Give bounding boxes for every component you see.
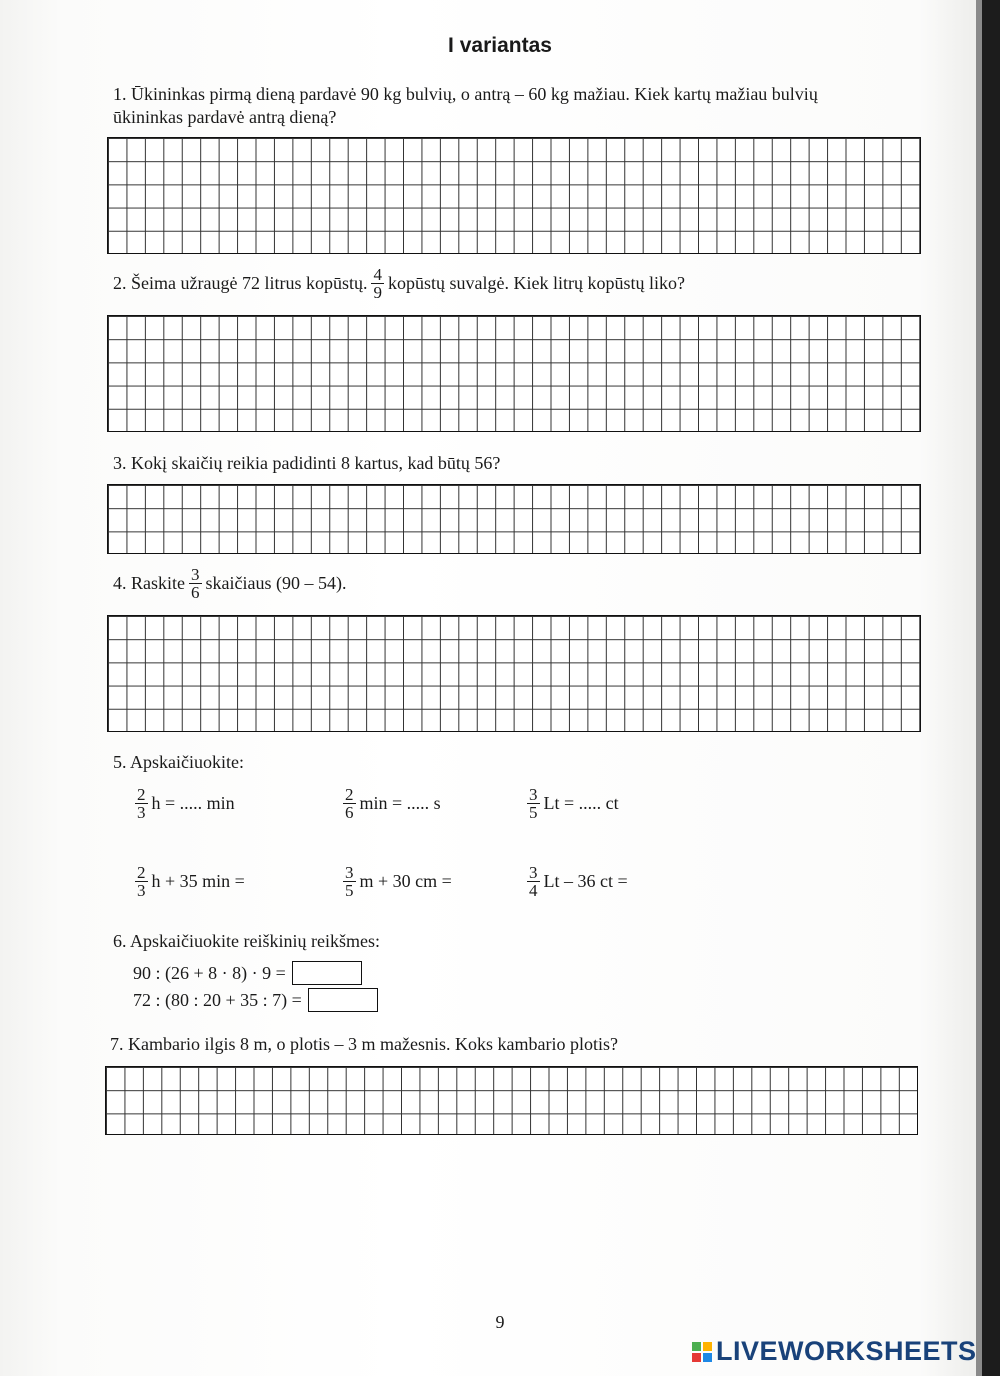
question-6: 6. Apskaičiuokite reiškinių reikšmes: <box>113 931 380 951</box>
question-2-text-before: 2. Šeima užraugė 72 litrus kopūstų. <box>113 273 368 293</box>
fraction-denominator: 9 <box>373 283 382 302</box>
fraction-numerator: 2 <box>137 785 146 804</box>
fraction-4-9 <box>371 266 384 301</box>
conversion-text[interactable]: min = ..... s <box>359 793 441 813</box>
fraction <box>343 786 356 821</box>
answer-grid-1[interactable] <box>107 137 921 254</box>
fraction-numerator: 2 <box>137 863 146 882</box>
expression-1-text: 90 : (26 + 8 · 8) · 9 = <box>133 962 286 983</box>
expression-2-text: 72 : (80 : 20 + 35 : 7) = <box>133 989 302 1010</box>
expression-2 <box>133 988 378 1012</box>
logo-square <box>692 1353 701 1362</box>
conversion-item-5 <box>339 864 452 899</box>
question-1-line-1: 1. Ūkininkas pirmą dieną pardavė 90 kg bulvių, o antrą – 60 kg mažiau. Kiek kartų mažiau bulvių <box>113 84 818 104</box>
question-5: 5. Apskaičiuokite: <box>113 752 244 772</box>
answer-grid-2[interactable] <box>107 315 921 432</box>
question-1 <box>113 83 818 129</box>
conversion-item-6 <box>523 864 628 899</box>
logo-square <box>692 1342 701 1351</box>
question-3: 3. Kokį skaičių reikia padidinti 8 kartus, kad būtų 56? <box>113 453 501 473</box>
conversion-text[interactable]: m + 30 cm = <box>359 871 452 891</box>
fraction <box>135 864 148 899</box>
fraction-numerator: 3 <box>191 565 200 584</box>
fraction-numerator: 2 <box>345 785 354 804</box>
question-7: 7. Kambario ilgis 8 m, o plotis – 3 m mažesnis. Koks kambario plotis? <box>110 1034 618 1054</box>
fraction-numerator: 4 <box>373 265 382 284</box>
expression-1-answer-box[interactable] <box>292 961 362 985</box>
fraction <box>135 786 148 821</box>
answer-grid-3[interactable] <box>107 484 921 554</box>
page-number: 9 <box>495 1312 505 1332</box>
fraction-denominator: 5 <box>529 803 538 822</box>
fraction-3-6 <box>189 566 202 601</box>
conversion-text[interactable]: h + 35 min = <box>151 871 245 891</box>
fraction-denominator: 3 <box>137 803 146 822</box>
fraction <box>527 786 540 821</box>
fraction <box>343 864 356 899</box>
question-4-text-before: 4. Raskite <box>113 573 185 593</box>
fraction-numerator: 3 <box>345 863 354 882</box>
conversion-text[interactable]: Lt = ..... ct <box>543 793 619 813</box>
conversion-item-3 <box>523 786 619 821</box>
expression-1 <box>133 961 362 985</box>
page-title: I variantas <box>448 34 552 57</box>
conversion-text[interactable]: Lt – 36 ct = <box>543 871 628 891</box>
fraction-denominator: 5 <box>345 881 354 900</box>
question-1-line-2: ūkininkas pardavė antrą dieną? <box>113 107 337 127</box>
question-2 <box>113 266 685 301</box>
question-2-text-after: kopūstų suvalgė. Kiek litrų kopūstų liko? <box>387 273 685 293</box>
fraction-denominator: 6 <box>191 583 200 602</box>
fraction-denominator: 6 <box>345 803 354 822</box>
liveworksheets-logo <box>692 1336 977 1367</box>
scan-edge <box>982 0 1000 1376</box>
question-4 <box>113 566 346 601</box>
expression-2-answer-box[interactable] <box>308 988 378 1012</box>
fraction-numerator: 3 <box>529 863 538 882</box>
answer-grid-4[interactable] <box>107 615 921 732</box>
conversion-item-2 <box>339 786 441 821</box>
fraction <box>527 864 540 899</box>
logo-text: LIVEWORKSHEETS <box>716 1336 977 1366</box>
fraction-denominator: 3 <box>137 881 146 900</box>
fraction-numerator: 3 <box>529 785 538 804</box>
logo-icon <box>692 1342 712 1362</box>
question-4-text-after: skaičiaus (90 – 54). <box>205 573 347 593</box>
logo-square <box>703 1353 712 1362</box>
answer-grid-7[interactable] <box>105 1066 918 1135</box>
conversion-text[interactable]: h = ..... min <box>151 793 235 813</box>
conversion-item-1 <box>131 786 235 821</box>
conversion-item-4 <box>131 864 245 899</box>
fraction-denominator: 4 <box>529 881 538 900</box>
logo-square <box>703 1342 712 1351</box>
